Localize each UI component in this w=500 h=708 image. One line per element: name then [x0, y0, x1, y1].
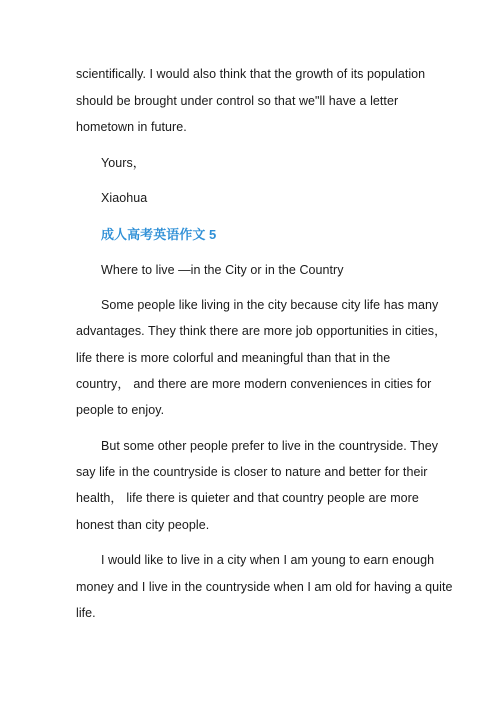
letter-signature: Xiaohua [101, 191, 148, 205]
paragraph-3-line-2: money and I live in the countryside when I am old for having a quite [76, 580, 453, 594]
paragraph-1-line-3: life there is more colorful and meaningful than that in the [76, 351, 391, 365]
paragraph-3-line-1: I would like to live in a city when I am young to earn enough [101, 553, 435, 567]
section-heading: 成人高考英语作文 5 [101, 227, 217, 242]
paragraph-1-line-1: Some people like living in the city because city life has many [101, 298, 439, 312]
letter-line-3: hometown in future. [76, 120, 187, 134]
paragraph-2-line-1: But some other people prefer to live in the countryside. They [101, 439, 439, 453]
letter-line-2: should be brought under control so that we"ll have a letter [76, 94, 399, 108]
letter-closing: Yours， [101, 156, 146, 170]
paragraph-1-line-5: people to enjoy. [76, 403, 165, 417]
paragraph-3-line-3: life. [76, 606, 96, 620]
paragraph-2-line-2: say life in the countryside is closer to nature and better for their [76, 465, 428, 479]
paragraph-2-line-4: honest than city people. [76, 518, 210, 532]
paragraph-2-line-3: health， life there is quieter and that country people are more [76, 491, 419, 505]
letter-line-1: scientifically. I would also think that the growth of its population [76, 67, 426, 81]
paragraph-1-line-4: country， and there are more modern conveniences in cities for [76, 377, 432, 391]
paragraph-1-line-2: advantages. They think there are more job opportunities in cities， [76, 324, 447, 338]
essay-title: Where to live —in the City or in the Country [101, 263, 344, 277]
